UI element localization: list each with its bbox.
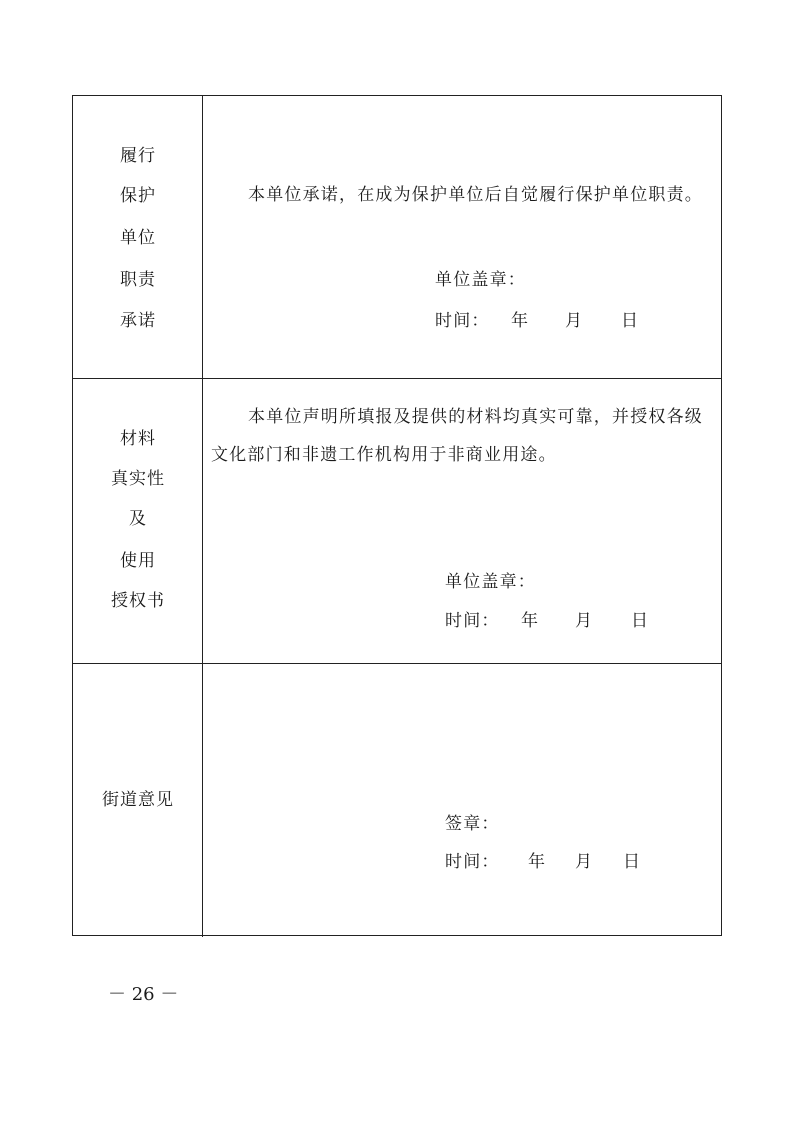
label-line: 履行 [120, 146, 156, 166]
label-line: 保护 [120, 186, 156, 206]
authorization-statement-line2: 文化部门和非遗工作机构用于非商业用途。 [211, 445, 557, 465]
time-label: 时间： [435, 311, 490, 331]
row-authenticity-authorization [73, 378, 721, 663]
form-table [72, 95, 722, 936]
page-number: － 26 － [108, 984, 179, 1005]
seal-label: 单位盖章： [435, 270, 526, 290]
content-cell [203, 96, 721, 378]
day-label: 日 [631, 611, 650, 631]
year-label: 年 [511, 311, 530, 331]
label-cell [73, 664, 203, 937]
street-opinion-label: 街道意见 [102, 790, 174, 810]
year-label: 年 [521, 611, 540, 631]
label-cell [73, 379, 203, 663]
label-line: 及 [129, 509, 147, 529]
label-line: 材料 [120, 429, 156, 449]
row-street-opinion [73, 663, 721, 937]
label-line: 授权书 [111, 591, 165, 611]
month-label: 月 [575, 852, 594, 872]
day-label: 日 [621, 311, 640, 331]
seal-label: 单位盖章： [445, 572, 536, 592]
authorization-statement-line1: 本单位声明所填报及提供的材料均真实可靠，并授权各级 [248, 407, 703, 427]
month-label: 月 [565, 311, 584, 331]
month-label: 月 [575, 611, 594, 631]
label-line: 真实性 [111, 469, 165, 489]
time-label: 时间： [445, 611, 500, 631]
day-label: 日 [623, 852, 642, 872]
content-cell [203, 664, 721, 937]
commitment-statement: 本单位承诺，在成为保护单位后自觉履行保护单位职责。 [248, 185, 703, 205]
year-label: 年 [528, 852, 547, 872]
label-line: 单位 [120, 228, 156, 248]
row-duty-commitment [73, 96, 721, 378]
content-cell [203, 379, 721, 663]
label-line: 承诺 [120, 311, 156, 331]
label-line: 职责 [120, 270, 156, 290]
seal-label: 签章： [445, 814, 500, 834]
label-cell [73, 96, 203, 378]
time-label: 时间： [445, 852, 500, 872]
label-line: 使用 [120, 551, 156, 571]
